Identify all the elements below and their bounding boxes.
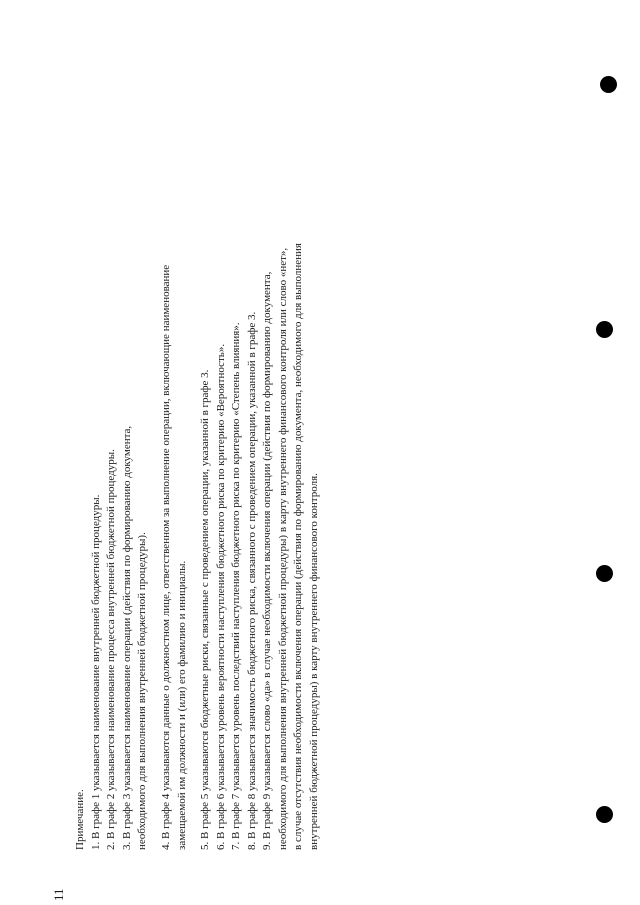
note-line-4: необходимого для выполнения внутренней бюджетной процедуры). [136, 532, 148, 850]
note-line-1: 1. В графе 1 указывается наименование внутренней бюджетной процедуры. [89, 494, 102, 850]
note-line-3: 3. В графе 3 указывается наименование операции (действия по формированию документа, [120, 425, 133, 850]
note-line-10: 8. В графе 8 указывается значимость бюджетного риска, связанного с проведением операции, указанной в графе 3. [245, 311, 258, 850]
punch-hole-2 [596, 321, 613, 338]
note-line-2: 2. В графе 2 указывается наименование процесса внутренней бюджетной процедуры. [105, 449, 117, 850]
page-number-container [26, 458, 66, 901]
note-line-13: в случае отсутствия необходимости включения операции (действия по формированию документа, необходимого для выполнения [292, 243, 304, 850]
punch-hole-1 [600, 76, 617, 93]
note-line-5: 4. В графе 4 указываются данные о должностном лице, ответственном за выполнение операции, включающие наименование [160, 264, 172, 850]
note-line-12: необходимого для выполнения внутренней бюджетной процедуры) в карту внутреннего финансового контроля или слово «нет», [276, 247, 289, 850]
page-number: 11 [51, 888, 66, 901]
note-line-11: 9. В графе 9 указывается слово «да» в случае необходимости включения операции (действия по формированию документа, [261, 271, 273, 850]
punch-hole-4 [596, 806, 613, 823]
note-heading: Примечание. [74, 789, 86, 850]
note-line-7: 5. В графе 5 указываются бюджетные риски, связанные с проведением операции, указанной в графе 3. [199, 369, 211, 850]
note-line-6: замещаемой им должности и (или) его фамилию и инициалы. [175, 560, 188, 850]
note-line-9: 7. В графе 7 указывается уровень последствий наступления бюджетного риска по критерию «Степень влияния». [230, 322, 242, 850]
note-line-14: внутренней бюджетной процедуры) в карту внутреннего финансового контроля. [307, 473, 320, 850]
note-line-8: 6. В графе 6 указывается уровень вероятности наступления бюджетного риска по критерию «Вероятность». [214, 343, 227, 850]
punch-hole-3 [596, 565, 613, 582]
